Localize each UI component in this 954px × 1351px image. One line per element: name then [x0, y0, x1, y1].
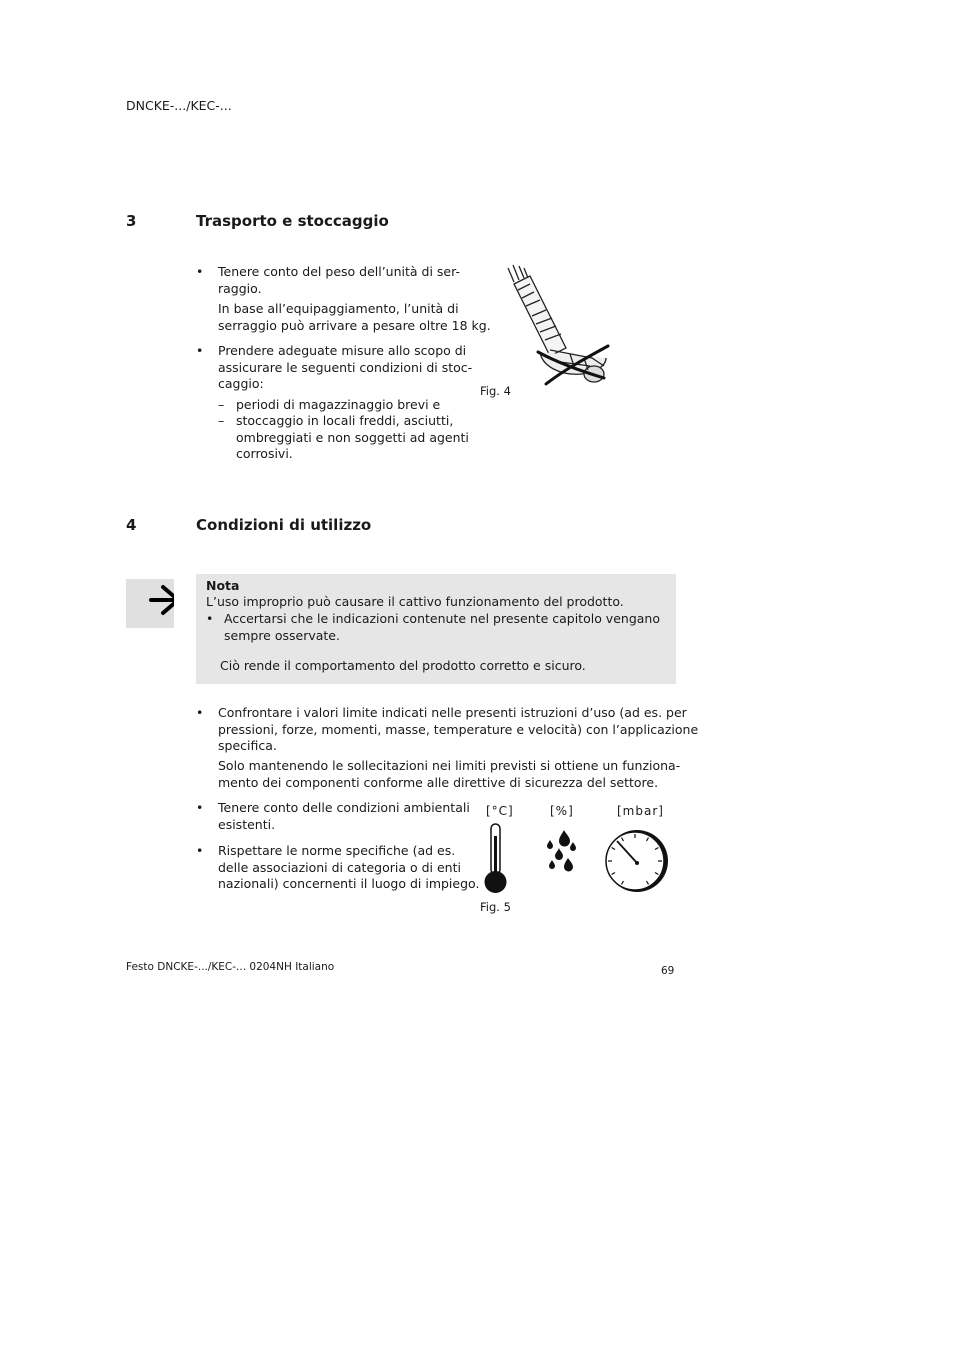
text-line: Tenere conto del peso dell’unità di ser- [218, 264, 460, 279]
list-item-text [218, 843, 479, 893]
text-line: esistenti. [218, 816, 276, 832]
bullet-marker: • [196, 800, 204, 815]
dash-marker: – [218, 397, 225, 412]
text-line: In base all’equipaggiamento, l’unità di [218, 301, 459, 316]
page-number: 69 [661, 965, 675, 977]
text-line: sempre osservate. [224, 627, 340, 643]
bullet-marker: • [196, 705, 204, 720]
clamping-unit-lift-illustration [500, 262, 620, 390]
text-line: Rispettare le norme specifiche (ad es. [218, 843, 456, 858]
sublist-item-text [236, 413, 469, 463]
note-bullet-text [224, 611, 660, 644]
text-line: mento dei componenti conforme alle direttive di sicurezza del settore. [218, 774, 659, 790]
text-line: corrosivi. [236, 446, 293, 461]
text-line: assicurare le seguenti condizioni di stoc- [218, 359, 473, 375]
thermometer-icon [482, 822, 510, 896]
section-title: Trasporto e stoccaggio [196, 212, 389, 230]
figure-caption: Fig. 4 [480, 384, 511, 398]
figure-caption: Fig. 5 [480, 900, 511, 914]
bullet-marker: • [196, 264, 204, 279]
text-line: Confrontare i valori limite indicati nelle presenti istruzioni d’uso (ad es. per [218, 705, 687, 720]
text-line: Tenere conto delle condizioni ambientali [218, 800, 470, 815]
text-line: Prendere adeguate misure allo scopo di [218, 343, 467, 358]
text-line: pressioni, forze, momenti, masse, temperature e velocità) con l’applicazione [218, 721, 699, 737]
note-text: L’uso improprio può causare il cattivo funzionamento del prodotto. [206, 594, 624, 609]
bullet-marker: • [206, 611, 214, 626]
note-text: Ciò rende il comportamento del prodotto corretto e sicuro. [220, 658, 586, 673]
list-item-text [218, 343, 472, 393]
water-drops-icon [542, 828, 582, 876]
text-line: delle associazioni di categoria o di enti [218, 859, 461, 875]
note-title: Nota [206, 578, 240, 593]
text-line: ombreggiati e non soggetti ad agenti [236, 429, 469, 445]
text-line: serraggio può arrivare a pesare oltre 18 kg. [218, 317, 491, 333]
sublist-item-text: periodi di magazzinaggio brevi e [236, 397, 441, 412]
pressure-unit-label: [mbar] [617, 804, 664, 818]
list-item-text [218, 705, 698, 755]
text-line: nazionali) concernenti il luogo di impiego. [218, 876, 480, 891]
list-item-text [218, 264, 460, 297]
note-arrow-box [126, 579, 174, 628]
dash-marker: – [218, 413, 225, 428]
bullet-marker: • [196, 343, 204, 358]
paragraph [218, 758, 680, 791]
humidity-unit-label: [%] [550, 804, 574, 818]
arrow-right-icon [126, 579, 174, 628]
pressure-gauge-icon [602, 828, 670, 894]
text-line: Solo mantenendo le sollecitazioni nei limiti previsti si ottiene un funziona- [218, 758, 681, 773]
text-line: specifica. [218, 738, 277, 753]
section-number: 3 [126, 212, 137, 230]
list-item-text [218, 800, 470, 833]
text-line: Accertarsi che le indicazioni contenute nel presente capitolo vengano [224, 611, 660, 626]
text-line: caggio: [218, 376, 264, 391]
section-number: 4 [126, 516, 137, 534]
footer-doc-info: Festo DNCKE-.../KEC-... 0204NH Italiano [126, 961, 335, 973]
text-line: raggio. [218, 280, 262, 296]
paragraph [218, 301, 491, 334]
document-header: DNCKE-.../KEC-... [126, 98, 232, 113]
temperature-unit-label: [°C] [486, 804, 514, 818]
bullet-marker: • [196, 843, 204, 858]
section-title: Condizioni di utilizzo [196, 516, 372, 534]
text-line: stoccaggio in locali freddi, asciutti, [236, 413, 454, 428]
